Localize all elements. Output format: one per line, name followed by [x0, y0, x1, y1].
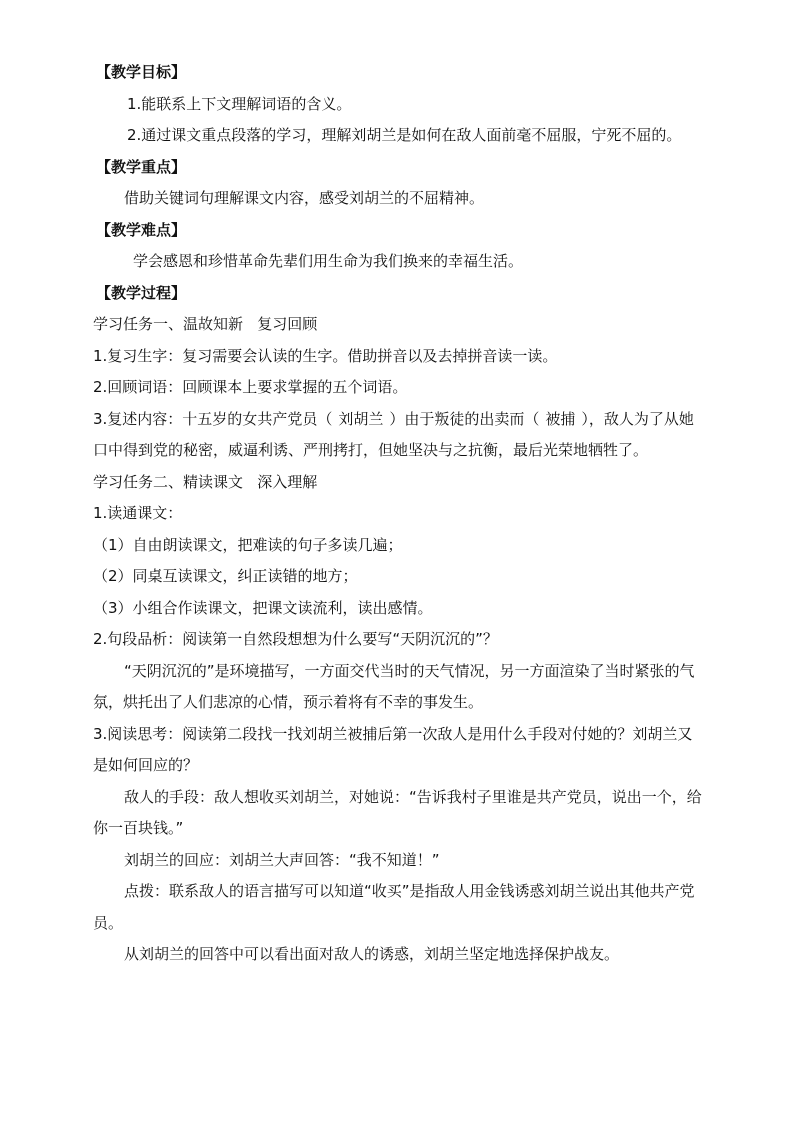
lesson-plan-page: [93, 57, 705, 971]
key-points-heading: 【教学重点】: [96, 157, 187, 176]
liu-response-text: 刘胡兰的回应：刘胡兰大声回答：“我不知道！”: [124, 850, 440, 869]
goal-item-2: 2.通过课文重点段落的学习，理解刘胡兰是如何在敌人面前毫不屈服，宁死不屈的。: [127, 126, 682, 144]
blank-answer-1: 刘胡兰: [338, 409, 384, 428]
goals-heading: 【教学目标】: [96, 63, 187, 81]
task1-item-1: 1.复习生字：复习需要会认读的生字。借助拼音以及去掉拼音读一读。: [93, 346, 558, 365]
task1-item3-text-c: ），敌人为了从她口中得到党的秘密，威逼利诱、严刑拷打，但她坚决与之抗衡，最后光荣地牺牲了。: [93, 409, 694, 459]
task1-item3-text-a: 3.复述内容：十五岁的女共产党员（: [93, 409, 333, 428]
task2-item2-answer: “天阴沉沉的”是环境描写，一方面交代当时的天气情况，另一方面渲染了当时紧张的气氛，烘托出了人们悲凉的心情，预示着将有不幸的事发生。: [93, 661, 695, 711]
task2-item-1: 1.读通课文：: [93, 504, 183, 522]
task2-sub-item-3: （3）小组合作读课文，把课文读流利，读出感情。: [93, 598, 433, 617]
hint-text: 点拨：联系敌人的语言描写可以知道“收买”是指敌人用金钱诱惑刘胡兰说出其他共产党员。: [93, 882, 695, 932]
task1-item3-text-b: ）由于叛徒的出卖而（: [389, 409, 540, 428]
task2-item-3: 3.阅读思考：阅读第二段找一找刘胡兰被捕后第一次敌人是用什么手段对付她的？刘胡兰又是如何回应的？: [93, 724, 693, 774]
task2-sub-item-1: （1）自由朗读课文，把难读的句子多读几遍；: [93, 535, 403, 554]
enemy-means-text: 敌人的手段：敌人想收买刘胡兰，对她说：“告诉我村子里谁是共产党员，说出一个，给你一百块钱。”: [93, 787, 702, 837]
task1-item-3: [93, 404, 705, 467]
key-points-text: 借助关键词句理解课文内容，感受刘胡兰的不屈精神。: [124, 189, 485, 207]
process-heading: 【教学过程】: [96, 283, 187, 302]
task2-title: 学习任务二、精读课文 深入理解: [93, 472, 318, 491]
blank-answer-2: 被捕: [545, 409, 576, 428]
task1-title: 学习任务一、温故知新 复习回顾: [93, 315, 318, 333]
goal-item-1: 1.能联系上下文理解词语的含义。: [127, 94, 352, 113]
conclusion-text: 从刘胡兰的回答中可以看出面对敌人的诱惑，刘胡兰坚定地选择保护战友。: [124, 945, 620, 963]
difficult-points-heading: 【教学难点】: [96, 220, 187, 239]
task1-item-2: 2.回顾词语：回顾课本上要求掌握的五个词语。: [93, 378, 408, 396]
difficult-points-text: 学会感恩和珍惜革命先辈们用生命为我们换来的幸福生活。: [133, 252, 524, 270]
task2-item-2: 2.句段品析：阅读第一自然段想想为什么要写“天阴沉沉的”？: [93, 630, 498, 648]
task2-sub-item-2: （2）同桌互读课文，纠正读错的地方；: [93, 567, 358, 585]
